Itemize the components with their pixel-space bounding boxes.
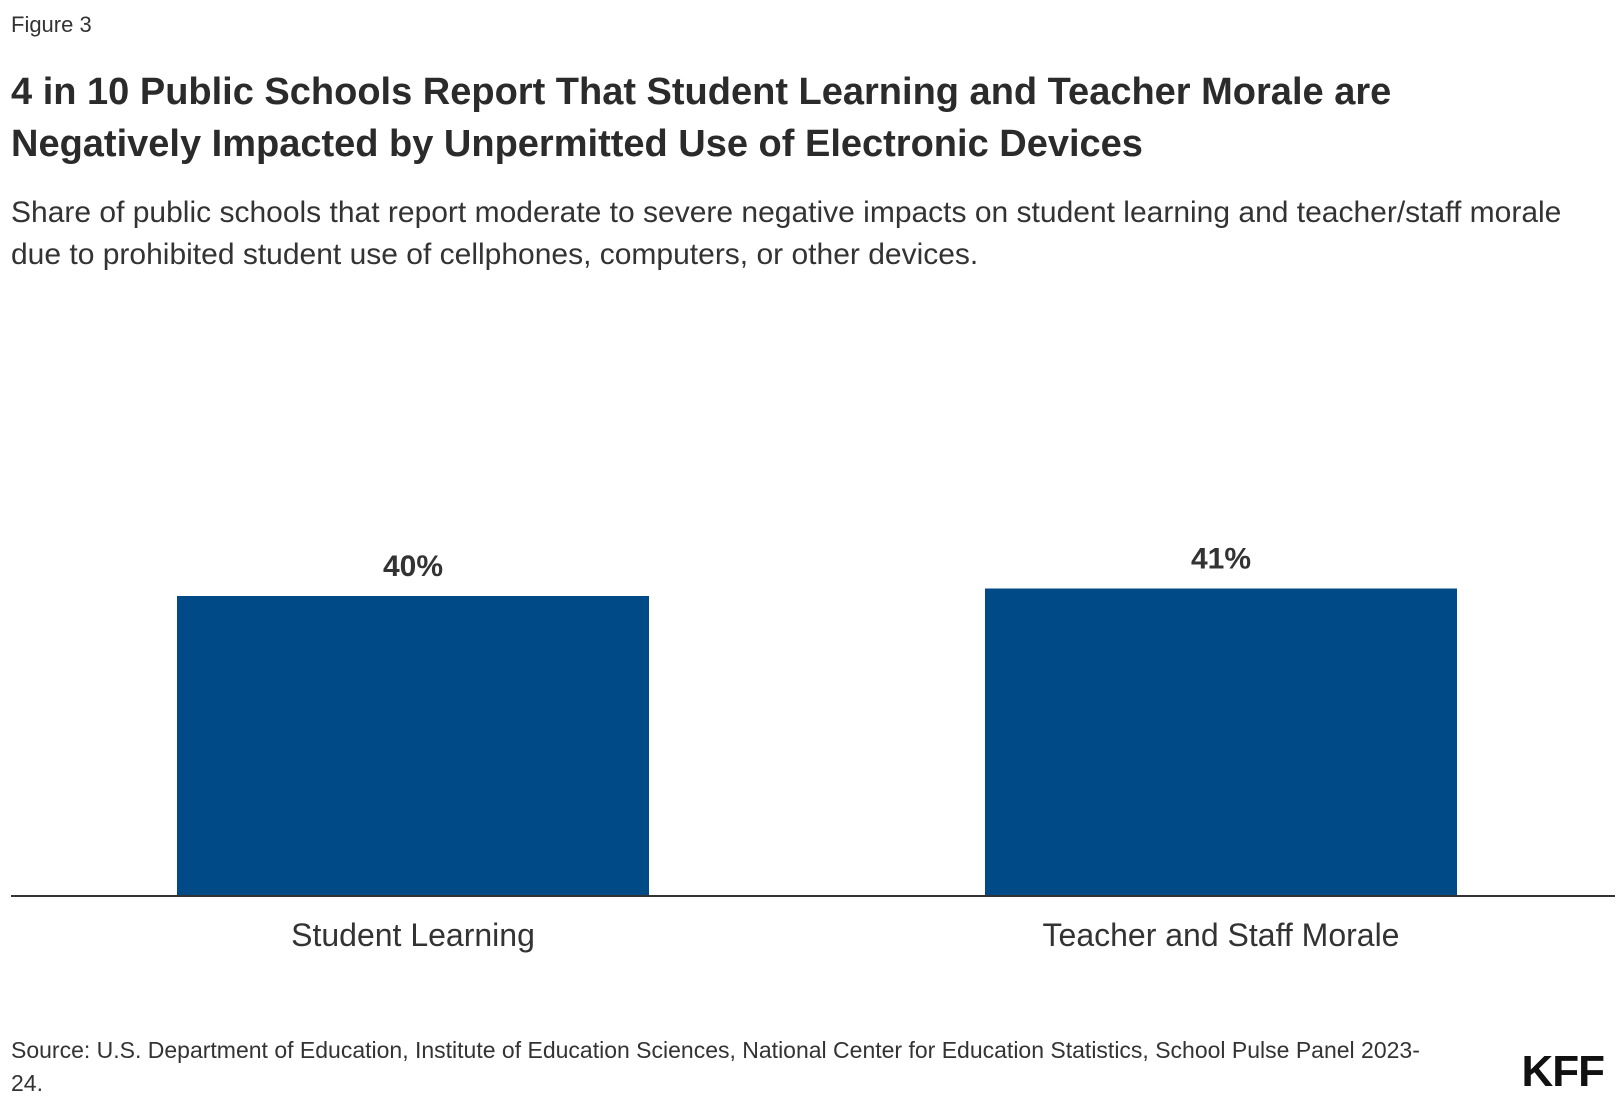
bar	[985, 589, 1457, 897]
data-label: 41%	[1190, 542, 1252, 576]
x-tick-label: Teacher and Staff Morale	[1042, 917, 1400, 953]
source-note: Source: U.S. Department of Education, Institute of Education Sciences, National Center for Education Statistics, School Pulse Panel 2023-24.	[11, 1037, 1420, 1096]
chart-title: 4 in 10 Public Schools Report That Student Learning and Teacher Morale are Negatively Impacted by Unpermitted Use of Electronic Devices	[11, 71, 1392, 165]
kff-logo: KFF	[1521, 1047, 1604, 1096]
figure-label: Figure 3	[11, 12, 92, 37]
bar-chart	[0, 290, 1620, 960]
bar	[177, 596, 649, 896]
chart-subtitle: Share of public schools that report moderate to severe negative impacts on student learning and teacher/staff morale due to prohibited student use of cellphones, computers, or other devices.	[11, 196, 1562, 271]
data-label: 40%	[382, 550, 444, 583]
x-tick-label: Student Learning	[291, 917, 535, 953]
